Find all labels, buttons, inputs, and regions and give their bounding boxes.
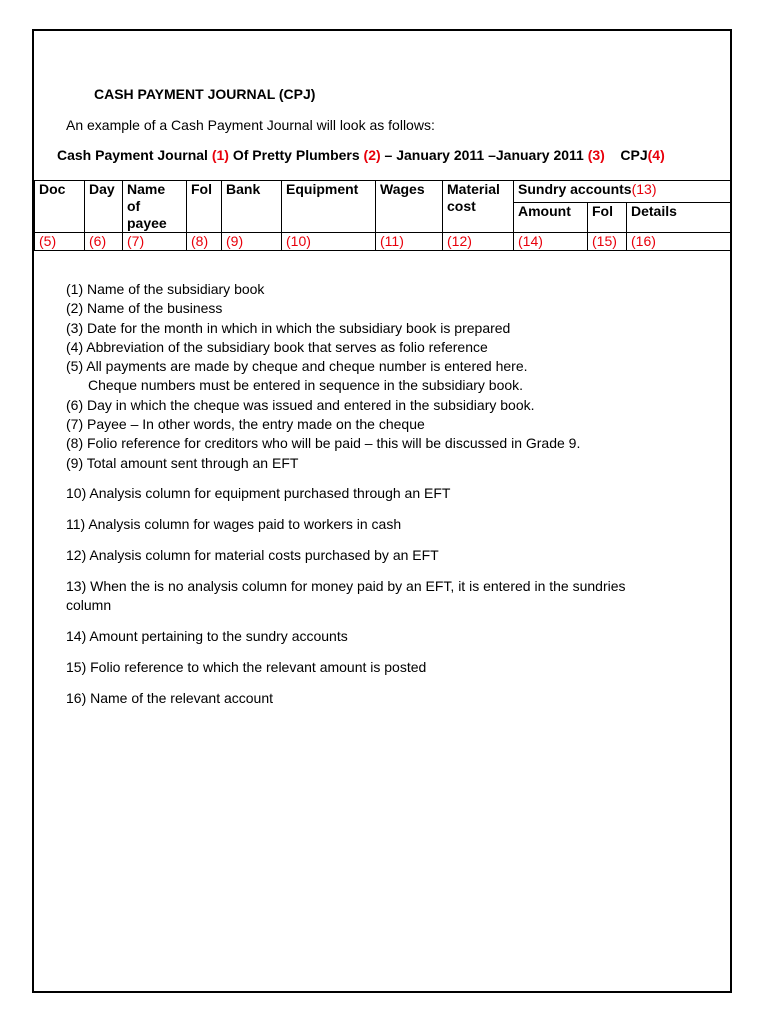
header-payee-line2: of xyxy=(127,198,141,214)
note-10: 10) Analysis column for equipment purchased through an EFT xyxy=(66,485,451,502)
marker-4: (4) xyxy=(647,147,665,163)
header-material-cost xyxy=(443,181,514,233)
header-payee-line1: Name xyxy=(127,181,166,197)
note-2: (2) Name of the business xyxy=(66,300,223,317)
note-8: (8) Folio reference for creditors who will be paid – this will be discussed in Grade 9. xyxy=(66,435,581,452)
header-name-of-payee xyxy=(123,181,187,233)
journal-table xyxy=(34,180,732,251)
journal-heading-prefix: Cash Payment Journal xyxy=(57,147,212,163)
cell-payee: (7) xyxy=(123,233,187,251)
note-16: 16) Name of the relevant account xyxy=(66,689,274,706)
header-bank: Bank xyxy=(222,181,282,233)
header-day: Day xyxy=(85,181,123,233)
journal-heading xyxy=(57,147,665,163)
note-12: 12) Analysis column for material costs purchased by an EFT xyxy=(66,547,439,564)
note-3: (3) Date for the month in which in which the subsidiary book is prepared xyxy=(66,319,511,336)
cell-bank: (9) xyxy=(222,233,282,251)
marker-1: (1) xyxy=(211,147,229,163)
cell-fol: (8) xyxy=(187,233,222,251)
header-payee-line3: payee xyxy=(127,215,167,231)
note-1: (1) Name of the subsidiary book xyxy=(66,281,265,297)
note-6: (6) Day in which the cheque was issued and entered in the subsidiary book. xyxy=(66,396,535,413)
header-details: Details xyxy=(627,202,732,232)
journal-date: – January 2011 –January 2011 xyxy=(380,147,588,163)
header-equipment: Equipment xyxy=(282,181,376,233)
note-7: (7) Payee – In other words, the entry made on the cheque xyxy=(66,416,425,433)
header-material-line2: cost xyxy=(447,198,476,214)
note-14: 14) Amount pertaining to the sundry accounts xyxy=(66,627,348,644)
header-wages: Wages xyxy=(376,181,443,233)
journal-abbreviation: CPJ xyxy=(620,147,648,163)
header-fol: Fol xyxy=(187,181,222,233)
note-13: 13) When the is no analysis column for money paid by an EFT, it is entered in the sundries column xyxy=(66,577,626,614)
marker-3: (3) xyxy=(587,147,605,163)
page-title: CASH PAYMENT JOURNAL (CPJ) xyxy=(94,86,316,102)
cell-material-cost: (12) xyxy=(443,233,514,251)
cell-sundry-fol: (15) xyxy=(588,233,627,251)
header-amount: Amount xyxy=(514,202,588,232)
intro-text: An example of a Cash Payment Journal will look as follows: xyxy=(66,117,435,133)
cell-wages: (11) xyxy=(376,233,443,251)
note-5: (5) All payments are made by cheque and cheque number is entered here. xyxy=(66,358,528,375)
marker-2: (2) xyxy=(363,147,381,163)
note-4: (4) Abbreviation of the subsidiary book that serves as folio reference xyxy=(66,338,488,355)
cell-equipment: (10) xyxy=(282,233,376,251)
business-name: Of Pretty Plumbers xyxy=(228,147,364,163)
header-sundry-label: Sundry accounts xyxy=(518,181,632,197)
note-5-continued: Cheque numbers must be entered in sequence in the subsidiary book. xyxy=(88,377,524,394)
header-sundry-marker: (13) xyxy=(631,181,657,197)
cell-details: (16) xyxy=(627,233,732,251)
cell-day: (6) xyxy=(85,233,123,251)
cell-amount: (14) xyxy=(514,233,588,251)
table-row xyxy=(35,233,732,251)
header-sundry-fol: Fol xyxy=(588,202,627,232)
cell-doc: (5) xyxy=(35,233,85,251)
header-material-line1: Material xyxy=(447,181,500,197)
header-sundry-accounts xyxy=(514,181,732,203)
note-11: 11) Analysis column for wages paid to workers in cash xyxy=(66,516,402,533)
note-9: (9) Total amount sent through an EFT xyxy=(66,454,299,471)
notes-list xyxy=(66,280,666,708)
note-15: 15) Folio reference to which the relevant amount is posted xyxy=(66,658,427,675)
header-doc: Doc xyxy=(35,181,85,233)
